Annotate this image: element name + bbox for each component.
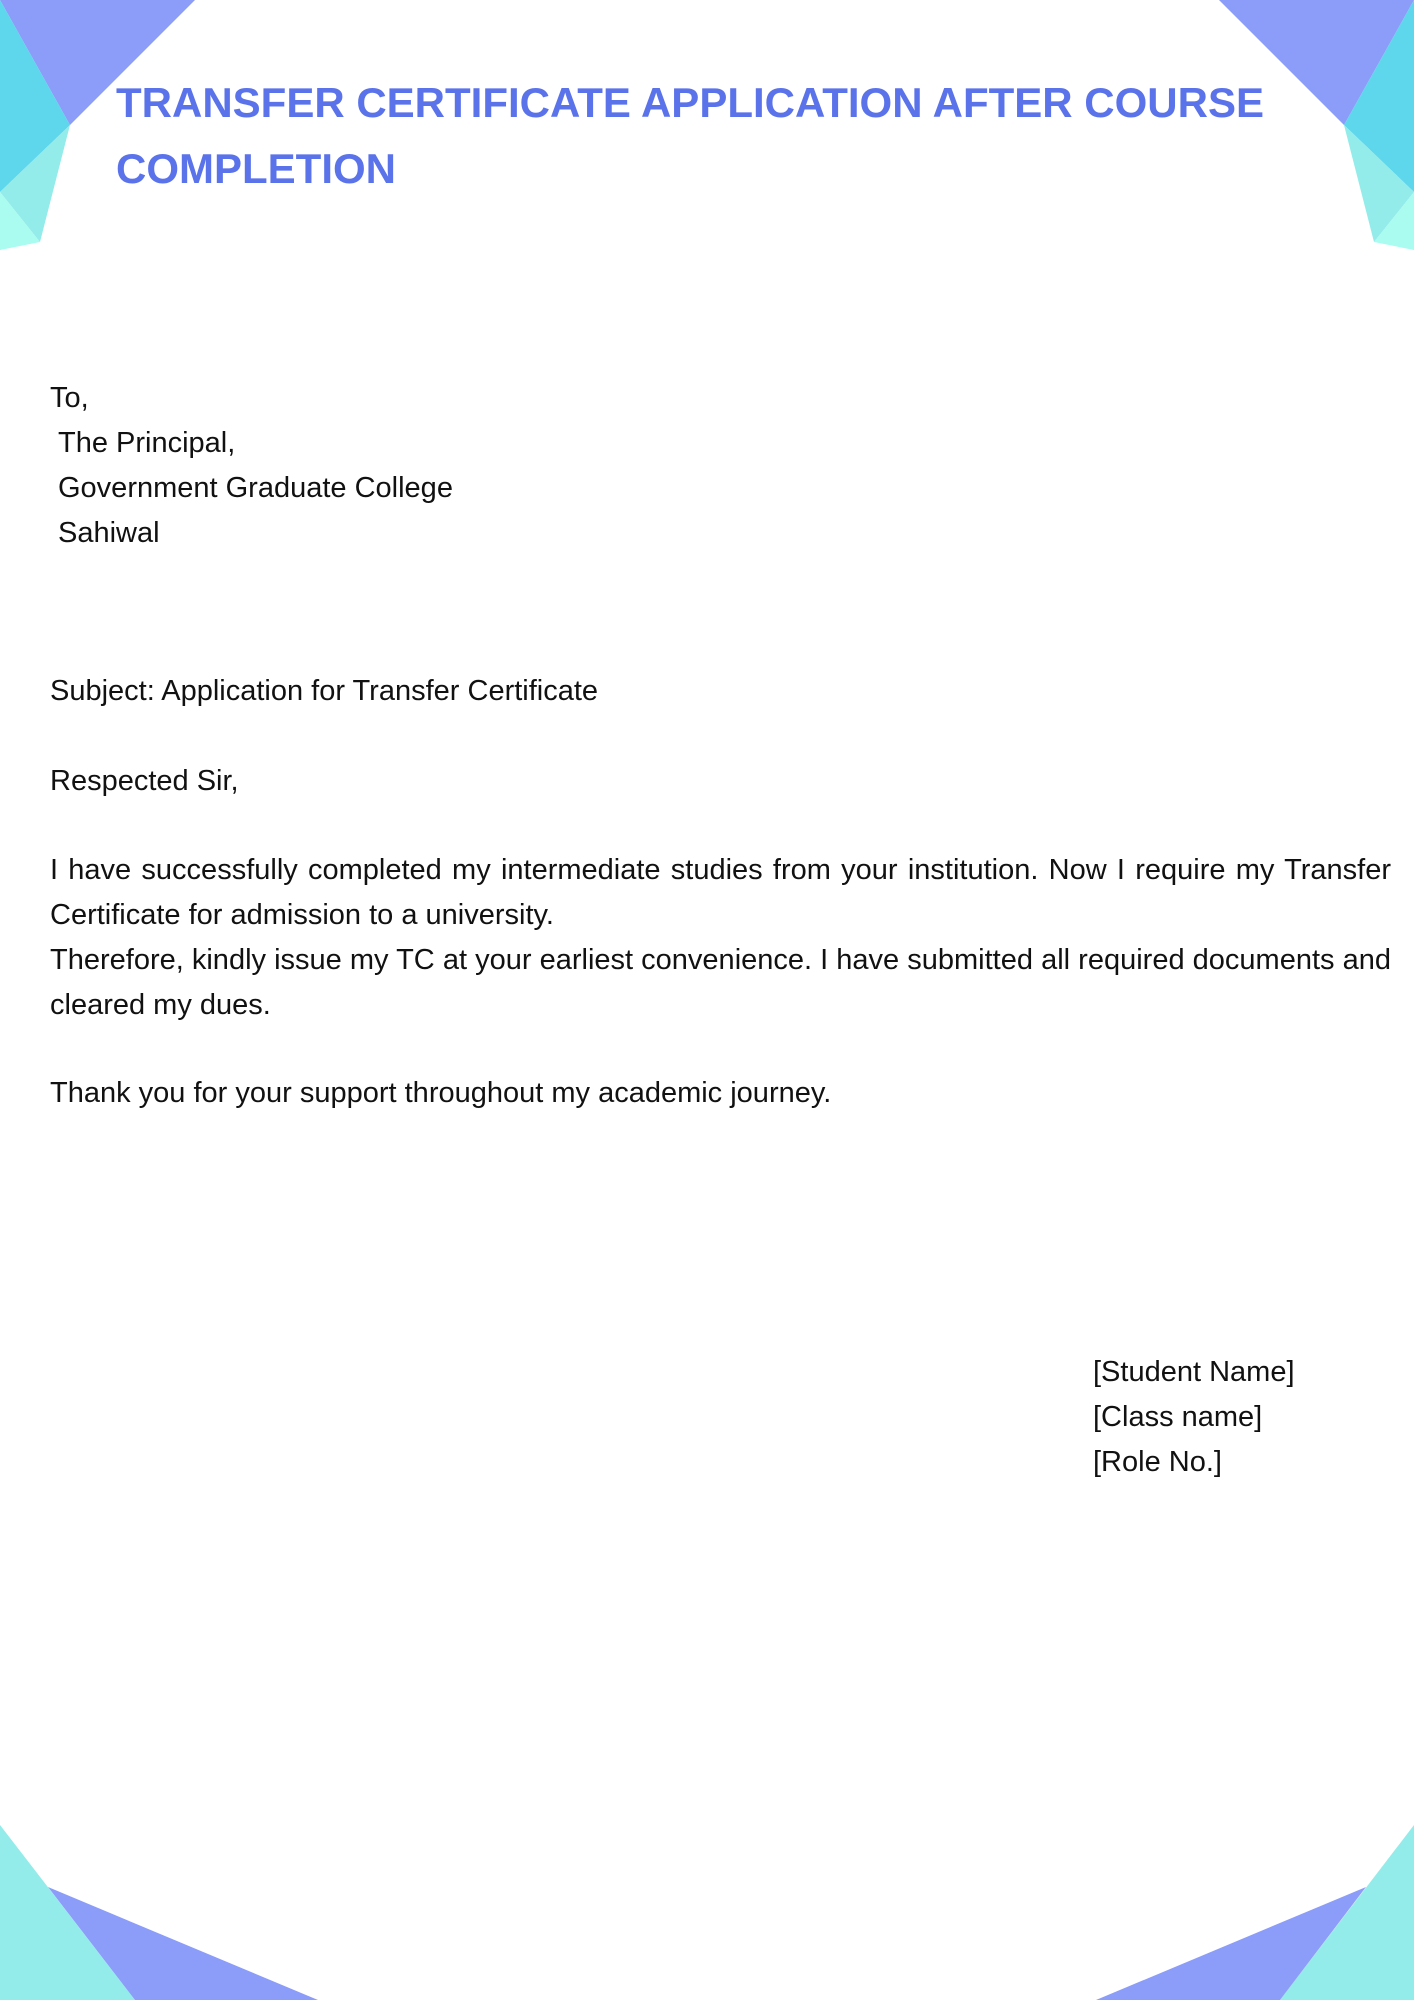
- document-title: TRANSFER CERTIFICATE APPLICATION AFTER COURSE COMPLETION: [116, 79, 1264, 192]
- roll-number: [Role No.]: [1093, 1446, 1222, 1478]
- closing-line: Thank you for your support throughout my academic journey.: [50, 1077, 832, 1109]
- body-paragraph-1: I have successfully completed my intermediate studies from your institution. Now I require my Transfer Certificate for admission to a university.: [50, 854, 1391, 931]
- bottom-left-corner-shape: [0, 1825, 318, 2000]
- recipient-address: [50, 376, 453, 556]
- address-line-city: Sahiwal: [58, 517, 160, 549]
- student-name: [Student Name]: [1093, 1356, 1295, 1388]
- address-line-college: Government Graduate College: [58, 472, 453, 504]
- greeting: Respected Sir,: [50, 765, 239, 797]
- letter-body: [50, 848, 1391, 1028]
- subject-line: Subject: Application for Transfer Certificate: [50, 675, 599, 707]
- bottom-right-corner-shape: [1096, 1825, 1414, 2000]
- signature-block: [1093, 1350, 1295, 1485]
- class-name: [Class name]: [1093, 1401, 1263, 1433]
- address-to: To,: [50, 382, 89, 414]
- address-line-principal: The Principal,: [58, 427, 236, 459]
- body-paragraph-2: Therefore, kindly issue my TC at your earliest convenience. I have submitted all required documents and cleared my dues.: [50, 944, 1391, 1021]
